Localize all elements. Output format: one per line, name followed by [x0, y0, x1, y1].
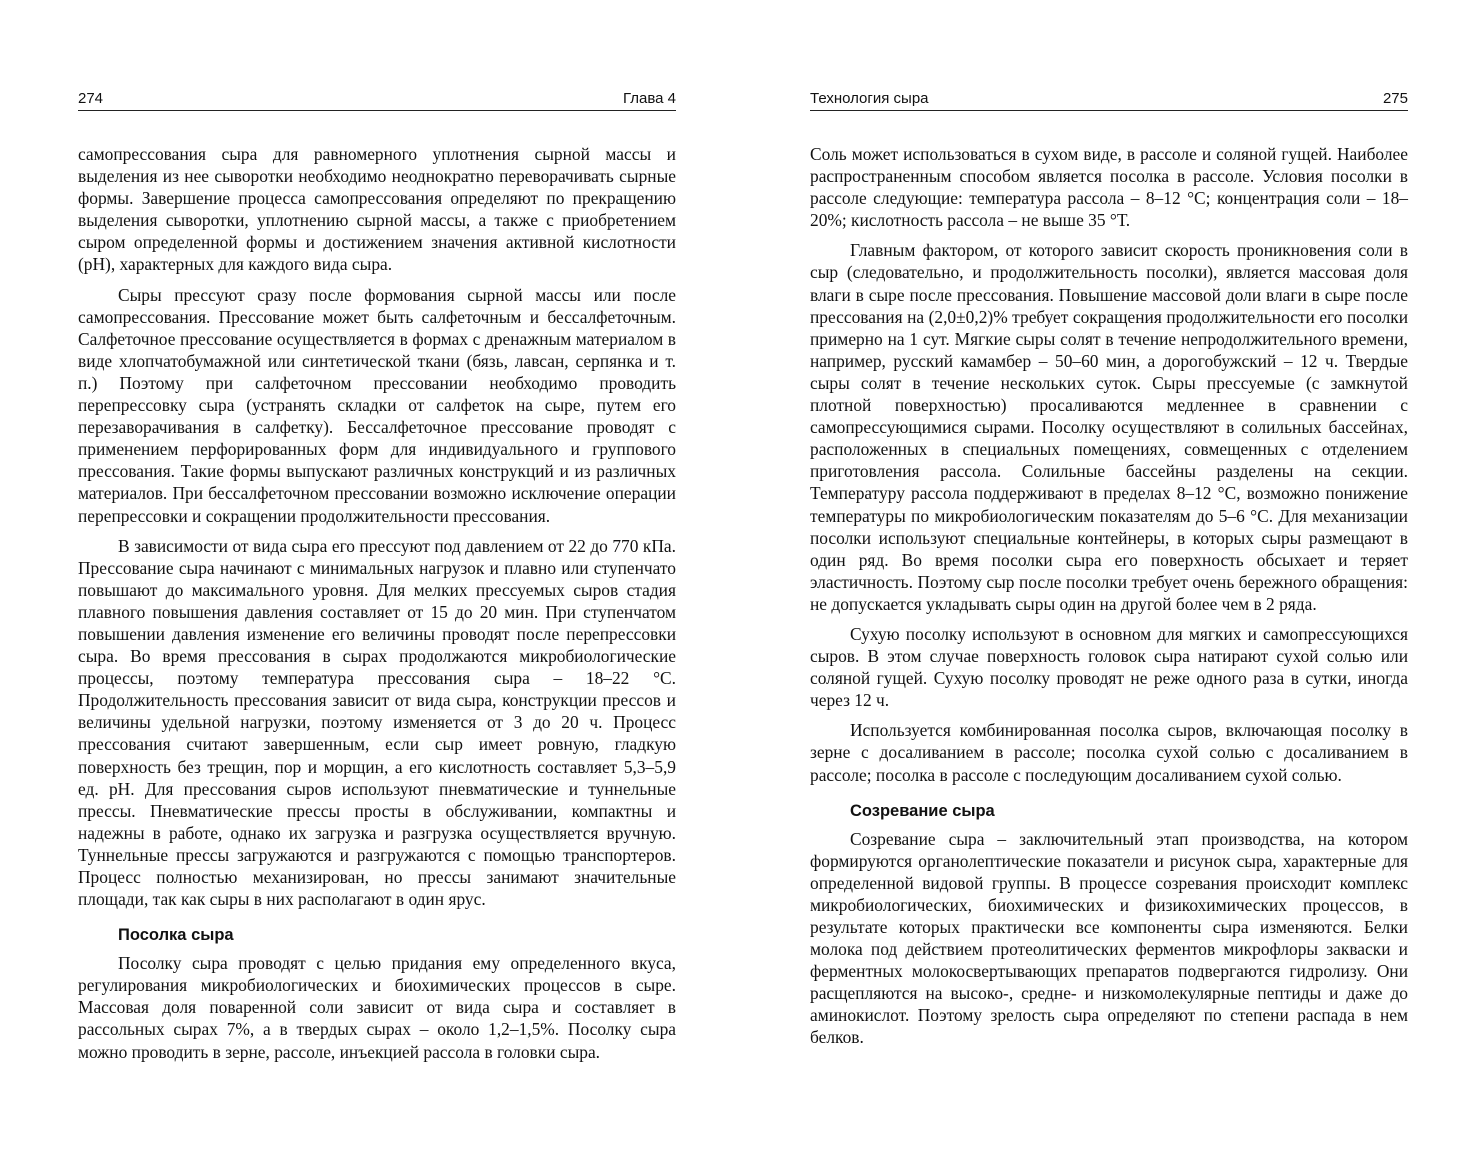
page-number: 274 [78, 90, 104, 107]
paragraph: Посолку сыра проводят с целью придания ему определенного вкуса, регулирования микробиологических и биохимических процессов в сыре. Массовая доля поваренной соли зависит от вида сыра и составляет в рассольных сырах 7%, а в твердых сырах – около 1,2–1,5%. Посолку сыра можно проводить в зерне, рассоле, инъекцией рассола в головки сыра. [78, 953, 676, 1062]
page-body [810, 143, 1408, 1057]
running-header [78, 88, 676, 111]
paragraph: Главным фактором, от которого зависит скорость проникновения соли в сыр (следовательно, и продолжительность посолки), является массовая доля влаги в сыре после прессования. Повышение массовой доли влаги в сыре после прессования на (2,0±0,2)% требует сокращения продолжительности его посолки примерно на 1 сут. Мягкие сыры солят в течение непродолжительного времени, например, русский камамбер – 50–60 мин, а дорогобужский – 12 ч. Твердые сыры солят в течение нескольких суток. Сыры прессуемые (с замкнутой плотной поверхностью) просаливаются медленнее в сравнении с самопрессующимися сырами. Посолку осуществляют в солильных бассейнах, расположенных в специальных помещениях, совмещенных с отделением приготовления рассола. Солильные бассейны разделены на секции. Температуру рассола поддерживают в пределах 8–12 °С, возможно понижение температуры по микробиологическим показателям до 5–6 °С. Для механизации посолки используют специальные контейнеры, в которых сыры размещают в один ряд. Во время посолки сыра его поверхность обсыхает и теряет эластичность. Поэтому сыр после посолки требует очень бережного обращения: не допускается укладывать сыры один на другой более чем в 2 ряда. [810, 240, 1408, 614]
section-heading: Посолка сыра [118, 926, 234, 945]
paragraph: самопрессования сыра для равномерного уплотнения сырной массы и выделения из нее сыворотки необходимо неоднократно переворачивать сырные формы. Завершение процесса самопрессования определяют по прекращению выделения сыворотки, уплотнению сырной массы, а также с приобретением сыром определенной формы и достижением значения активной кислотности (pH), характерных для каждого вида сыра. [78, 144, 676, 275]
section-heading: Созревание сыра [850, 801, 995, 820]
section-title: Технология сыра [810, 90, 929, 107]
page-body [78, 143, 676, 1071]
running-header [810, 88, 1408, 111]
paragraph: Созревание сыра – заключительный этап производства, на котором формируются органолептические показатели и рисунок сыра, характерные для определенной видовой группы. В процессе созревания происходит комплекс микробиологических, биохимических и физикохимических процессов, в результате которых практически все компоненты сыра изменяются. Белки молока под действием протеолитических ферментов микрофлоры закваски и ферментных молокосвертывающих препаратов подвергаются гидролизу. Они расщепляются на высоко-, средне- и низкомолекулярные пептиды и даже до аминокислот. Поэтому зрелость сыра определяют по степени распада в нем белков. [810, 828, 1408, 1048]
paragraph: Сухую посолку используют в основном для мягких и самопрессующихся сыров. В этом случае поверхность головок сыра натирают сухой солью или соляной гущей. Сухую посолку проводят не реже одного раза в сутки, иногда через 12 ч. [810, 623, 1408, 711]
paragraph: Соль может использоваться в сухом виде, в рассоле и соляной гущей. Наиболее распространенным способом является посолка в рассоле. Условия посолки в рассоле следующие: температура рассола – 8–12 °С; концентрация соли – 18–20%; кислотность рассола – не выше 35 °Т. [810, 144, 1408, 231]
chapter-title: Глава 4 [622, 90, 676, 107]
paragraph: В зависимости от вида сыра его прессуют под давлением от 22 до 770 кПа. Прессование сыра начинают с минимальных нагрузок и плавно или ступенчато повышают до максимального уровня. Для мелких прессуемых сыров стадия плавного повышения давления составляет от 15 до 20 мин. При ступенчатом повышении давления изменение его величины проводят после перепрессовки сыра. Во время прессования в сырах продолжаются микробиологические процессы, поэтому температура прессования сыра – 18–22 °С. Продолжительность прессования зависит от вида сыра, конструкции прессов и величины удельной нагрузки, поэтому изменяется от 3 до 20 ч. Процесс прессования считают завершенным, если сыр имеет ровную, гладкую поверхность без трещин, пор и морщин, а его кислотность составляет 5,3–5,9 ед. pH. Для прессования сыров используют пневматические и туннельные прессы. Пневматические прессы просты в обслуживании, компактны и надежны в работе, однако их загрузка и разгрузка осуществляется вручную. Туннельные прессы загружаются и разгружаются с помощью транспортеров. Процесс полностью механизирован, но прессы занимают значительные площади, так как сыры в них располагают в один ярус. [78, 535, 676, 910]
paragraph: Используется комбинированная посолка сыров, включающая посолку в зерне с досаливанием в рассоле; посолка сухой солью с досаливанием в рассоле; посолка в рассоле с последующим досаливанием сухой солью. [810, 720, 1408, 785]
page-number: 275 [1382, 90, 1408, 107]
paragraph: Сыры прессуют сразу после формования сырной массы или после самопрессования. Прессование может быть салфеточным и бессалфеточным. Салфеточное прессование осуществляется в формах с дренажным материалом в виде хлопчатобумажной или синтетической ткани (бязь, лавсан, серпянка и т. п.) Поэтому при салфеточном прессовании необходимо проводить перепрессовку сыра (устранять складки от салфеток на сыре, путем его перезаворачивания в салфетку). Бессалфеточное прессование проводят с применением перфорированных форм для индивидуального и группового прессования. Такие формы выпускают различных конструкций и из различных материалов. При бессалфеточном прессовании возможно исключение операции перепрессовки и сокращении продолжительности прессования. [78, 284, 676, 526]
